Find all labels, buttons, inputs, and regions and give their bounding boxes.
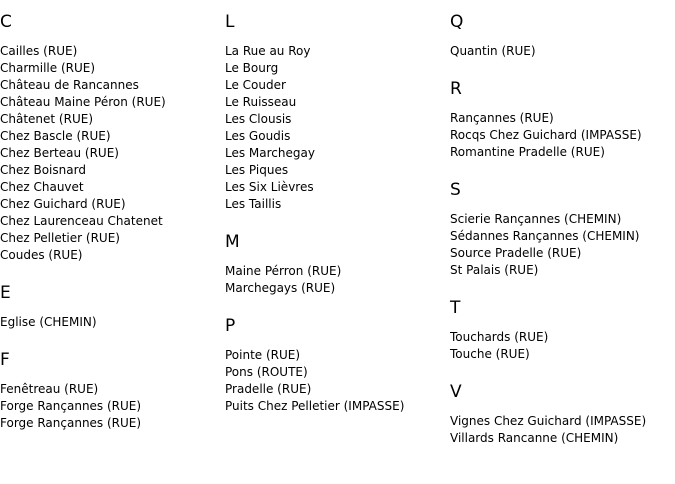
letter-heading: S [450,180,461,200]
letter-heading: P [225,316,236,336]
street-name: Fenêtreau (RUE) [0,382,99,396]
street-name: Source Pradelle (RUE) [450,246,582,260]
street-list [450,413,675,447]
street-name: Château Maine Péron (RUE) [0,95,166,109]
street-list [450,43,675,60]
index-column [225,10,447,415]
letter-group [450,10,675,60]
street-name: Château de Rancannes [0,78,139,92]
index-column [0,10,222,432]
street-list [225,43,447,213]
street-name: Chez Boisnard [0,163,86,177]
street-list [450,110,675,161]
street-name: Touchards (RUE) [450,330,549,344]
letter-heading: L [225,12,235,32]
street-name: Touche (RUE) [450,347,530,361]
street-name: Charmille (RUE) [0,61,96,75]
letter-group [225,230,447,297]
street-name: Les Marchegay [225,146,315,160]
letter-group [225,10,447,213]
street-name: Marchegays (RUE) [225,281,336,295]
street-name: Chez Chauvet [0,180,84,194]
letter-group [450,77,675,161]
street-name: Chez Guichard (RUE) [0,197,126,211]
street-name: Romantine Pradelle (RUE) [450,145,605,159]
street-name: Villards Rancanne (CHEMIN) [450,431,619,445]
letter-group [0,10,222,264]
street-name: Les Six Lièvres [225,180,314,194]
letter-group [450,178,675,279]
street-name: Vignes Chez Guichard (IMPASSE) [450,414,647,428]
street-list [450,329,675,363]
street-name: Quantin (RUE) [450,44,536,58]
street-name: Sédannes Rançannes (CHEMIN) [450,229,640,243]
street-name: Chez Laurenceau Chatenet [0,214,163,228]
street-name: Rocqs Chez Guichard (IMPASSE) [450,128,642,142]
letter-group [450,296,675,363]
street-list [225,263,447,297]
letter-heading: R [450,79,462,99]
street-name: Les Taillis [225,197,282,211]
street-list [0,43,222,264]
index-column [450,10,675,447]
street-name: Le Bourg [225,61,279,75]
street-list [0,381,222,432]
street-name: Eglise (CHEMIN) [0,315,97,329]
street-name: Rançannes (RUE) [450,111,554,125]
street-name: Châtenet (RUE) [0,112,93,126]
letter-heading: T [450,298,461,318]
street-name: Pons (ROUTE) [225,365,308,379]
letter-group [0,281,222,331]
street-name: Puits Chez Pelletier (IMPASSE) [225,399,405,413]
street-name: Le Ruisseau [225,95,297,109]
letter-heading: V [450,382,462,402]
street-name: St Palais (RUE) [450,263,539,277]
street-name: Cailles (RUE) [0,44,78,58]
letter-heading: Q [450,12,464,32]
letter-heading: M [225,232,240,252]
letter-heading: C [0,12,12,32]
street-list [225,347,447,415]
letter-group [450,380,675,447]
letter-group [0,348,222,432]
street-name: Les Goudis [225,129,291,143]
street-name: Chez Pelletier (RUE) [0,231,120,245]
street-name: Scierie Rançannes (CHEMIN) [450,212,622,226]
street-name: Les Clousis [225,112,292,126]
street-name: Forge Rançannes (RUE) [0,399,142,413]
street-name: Coudes (RUE) [0,248,83,262]
street-name: Les Piques [225,163,289,177]
street-name: Chez Berteau (RUE) [0,146,119,160]
letter-heading: F [0,350,10,370]
street-name: Pointe (RUE) [225,348,301,362]
street-name: Le Couder [225,78,286,92]
street-list [450,211,675,279]
street-name: Pradelle (RUE) [225,382,312,396]
street-name: La Rue au Roy [225,44,311,58]
street-name: Maine Pérron (RUE) [225,264,342,278]
street-name: Chez Bascle (RUE) [0,129,111,143]
street-list [0,314,222,331]
letter-heading: E [0,283,11,303]
street-name: Forge Rançannes (RUE) [0,416,142,430]
letter-group [225,314,447,415]
